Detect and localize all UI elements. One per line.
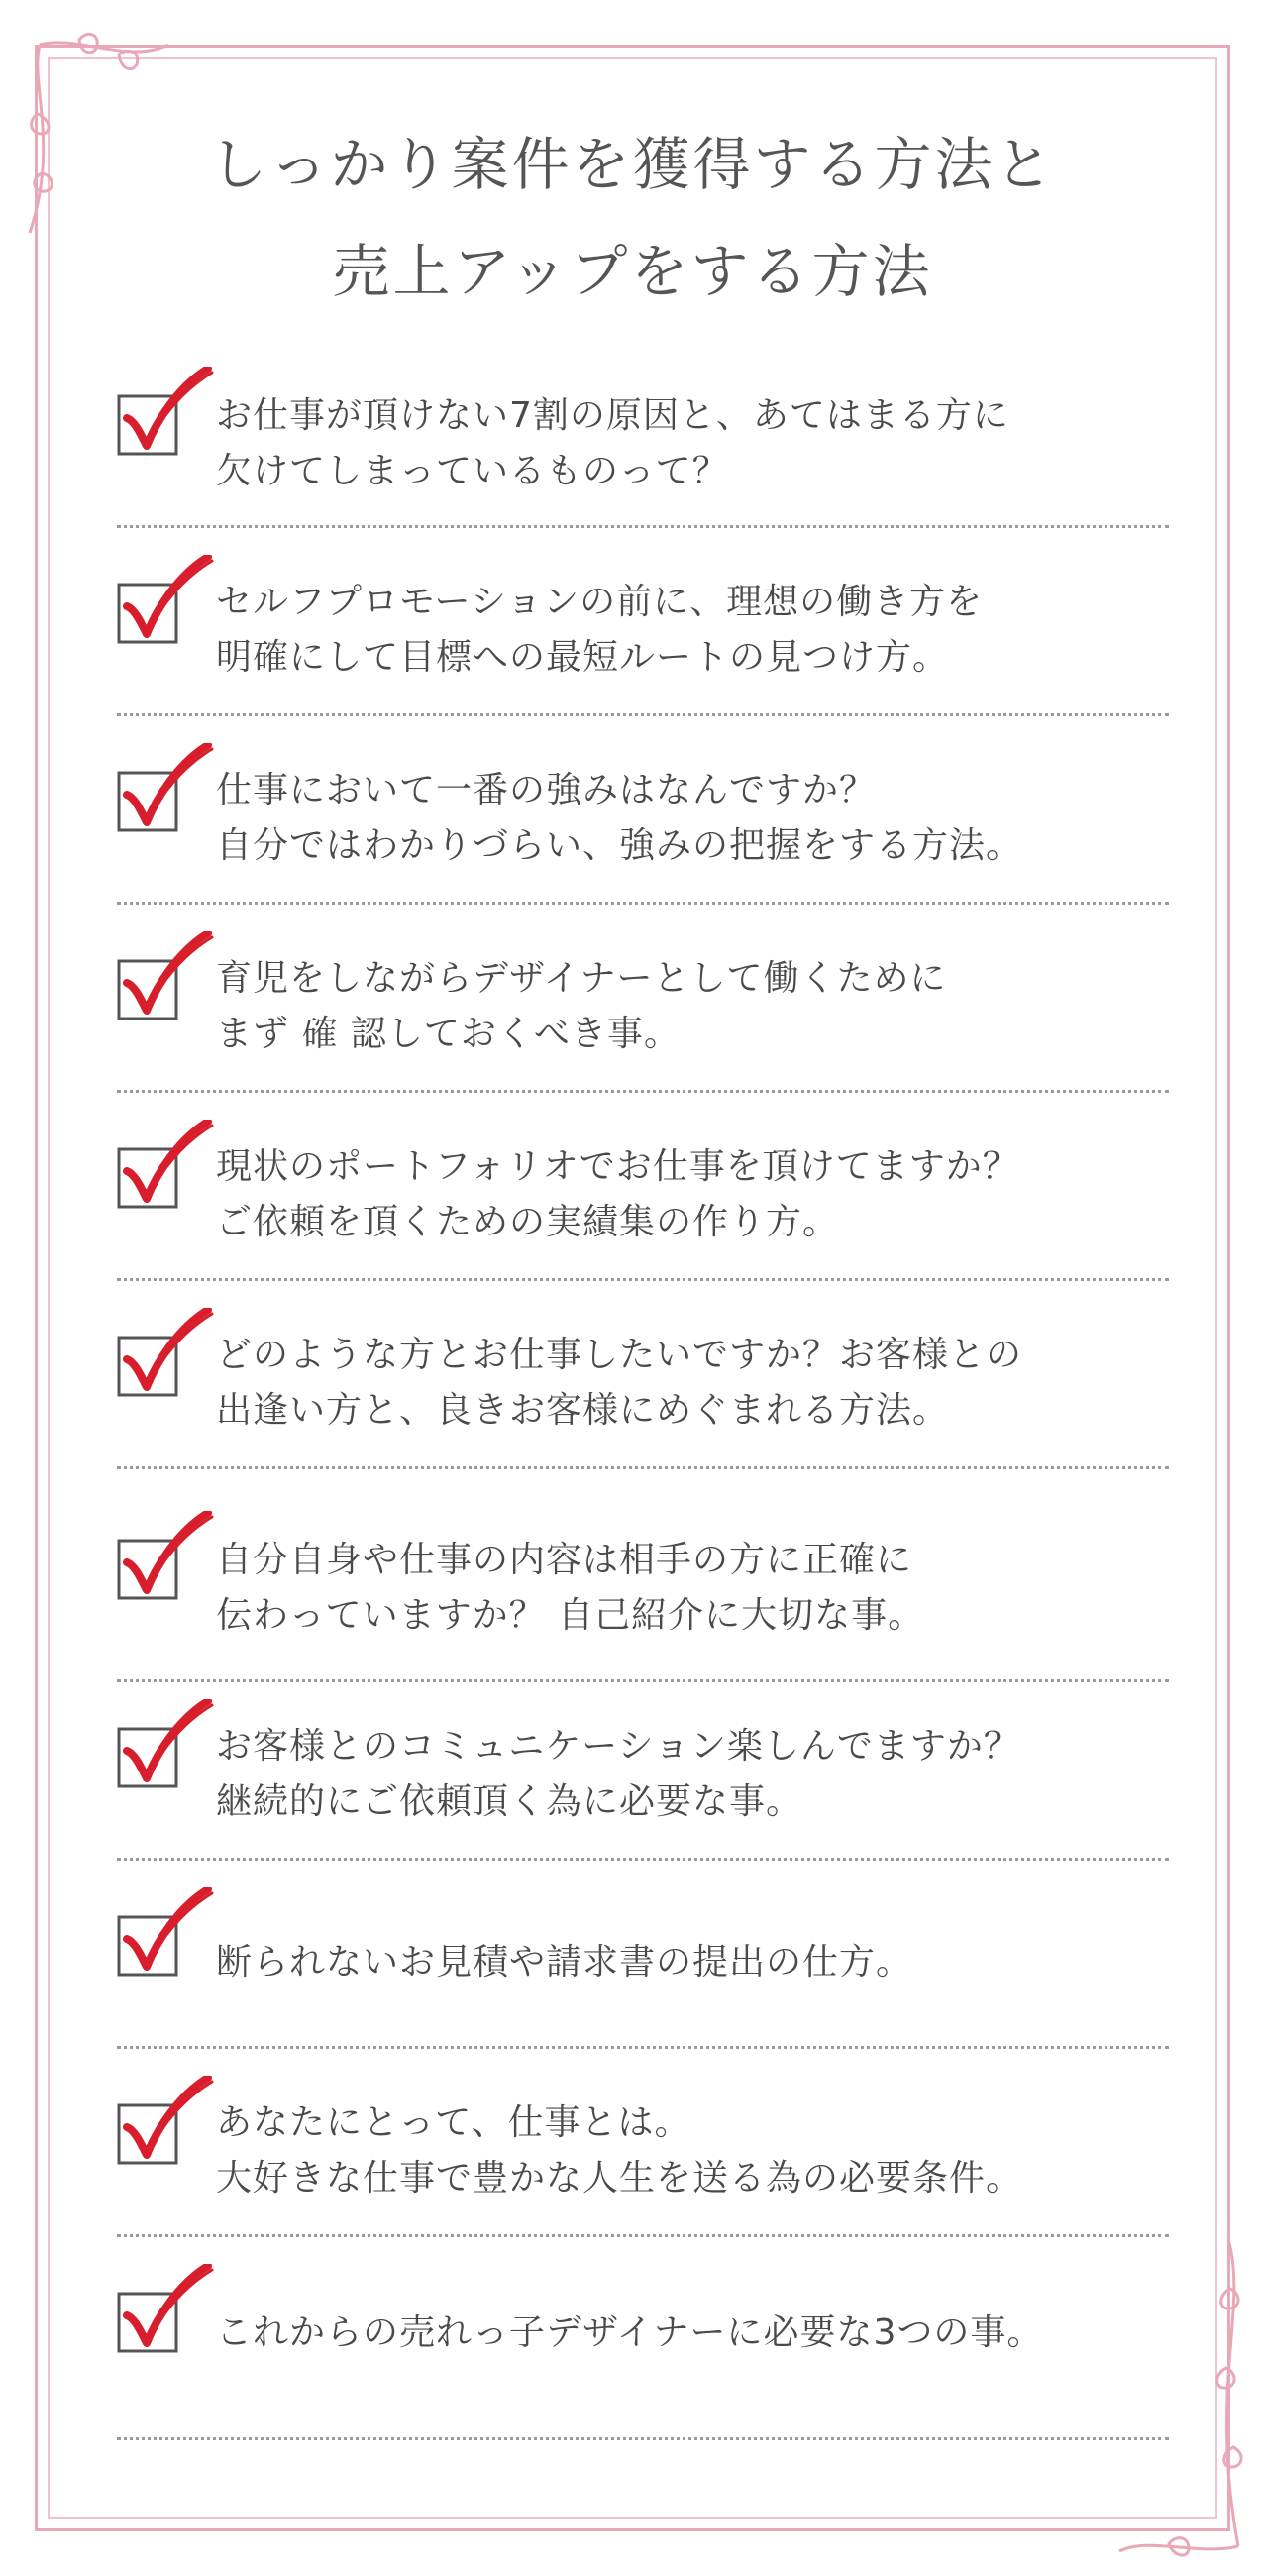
item-line-1: 育児をしながらデザイナーとして働くために (216, 958, 947, 999)
item-line-2: 出逢い方と、良きお客様にめぐまれる方法。 (216, 1390, 950, 1431)
checklist-item (117, 555, 1169, 723)
dotted-separator (117, 1858, 1169, 1861)
checklist-item-text (216, 951, 946, 1062)
dotted-separator (117, 1278, 1169, 1281)
item-line-2: 伝わっていますか？ 自己紹介に大切な事。 (216, 1595, 925, 1636)
red-checkmark-icon (117, 1699, 226, 1808)
red-checkmark-icon (117, 1120, 226, 1229)
item-line-1: 自分自身や仕事の内容は相手の方に正確に (216, 1540, 913, 1580)
item-line-2: 欠けてしまっているものって？ (216, 451, 729, 491)
checklist-item-text (216, 2095, 1022, 2206)
checklist-item-text (216, 2306, 1043, 2361)
red-checkmark-icon (117, 1308, 226, 1417)
checklist-item (117, 931, 1169, 1100)
checklist-item (117, 2076, 1169, 2244)
item-line-2: ご依頼を頂くための実績集の作り方。 (216, 1202, 840, 1242)
checklist-item (117, 367, 1169, 535)
checklist-item-text (216, 1935, 912, 1990)
checklist-item-text (216, 1139, 1019, 1250)
item-line-1: あなたにとって、仕事とは。 (216, 2102, 691, 2143)
item-line-1: これからの売れっ子デザイナーに必要な3つの事。 (216, 2312, 1044, 2353)
checklist-item-text (216, 1328, 1022, 1439)
dotted-separator (117, 525, 1169, 528)
dotted-separator (117, 1679, 1169, 1682)
item-line-1: 仕事において一番の強みはなんですか？ (216, 770, 877, 810)
red-checkmark-icon (117, 2076, 226, 2185)
checklist-item-text (216, 1533, 924, 1644)
item-line-1: お客様とのコミュニケーション楽しんでますか？ (216, 1726, 1020, 1767)
item-line-2: 大好きな仕事で豊かな人生を送る為の必要条件。 (216, 2158, 1023, 2199)
title-line-2: 売上アップをする方法 (332, 238, 933, 305)
red-checkmark-icon (117, 1887, 226, 1996)
page-title (0, 111, 1265, 325)
dotted-separator (117, 713, 1169, 716)
dotted-separator (117, 2234, 1169, 2237)
checklist-item (117, 743, 1169, 912)
dotted-separator (117, 2437, 1169, 2440)
checklist-item (117, 1887, 1169, 2056)
item-line-2: 継続的にご依頼頂く為に必要な事。 (216, 1781, 803, 1822)
red-checkmark-icon (117, 367, 226, 476)
checklist-item (117, 1511, 1169, 1689)
item-line-2: まず 確 認しておくべき事。 (216, 1014, 681, 1054)
item-line-1: 現状のポートフォリオでお仕事を頂けてますか？ (216, 1146, 1019, 1187)
checklist-item-text (216, 575, 983, 686)
red-checkmark-icon (117, 555, 226, 664)
checklist-item (117, 2264, 1169, 2447)
checklist-item (117, 1120, 1169, 1288)
checklist-item (117, 1308, 1169, 1476)
checklist-item-text (216, 1719, 1020, 1830)
checklist-item (117, 1699, 1169, 1868)
red-checkmark-icon (117, 743, 226, 852)
title-line-1: しっかり案件を獲得する方法と (209, 131, 1056, 198)
dotted-separator (117, 2046, 1169, 2049)
red-checkmark-icon (117, 1511, 226, 1620)
item-line-1: どのような方とお仕事したいですか？お客様との (216, 1335, 1023, 1375)
item-line-1: お仕事が頂けない7割の原因と、あてはまる方に (216, 395, 1009, 436)
checklist-item-text (216, 388, 1009, 499)
item-line-2: 自分ではわかりづらい、強みの把握をする方法。 (216, 825, 1023, 866)
red-checkmark-icon (117, 2264, 226, 2373)
dotted-separator (117, 1090, 1169, 1093)
dotted-separator (117, 1466, 1169, 1469)
item-line-1: 断られないお見積や請求書の提出の仕方。 (216, 1942, 913, 1983)
item-line-1: セルフプロモーションの前に、理想の働き方を (216, 582, 984, 622)
checklist-item-text (216, 763, 1022, 874)
dotted-separator (117, 902, 1169, 905)
red-checkmark-icon (117, 931, 226, 1040)
item-line-2: 明確にして目標への最短ルートの見つけ方。 (216, 637, 950, 678)
